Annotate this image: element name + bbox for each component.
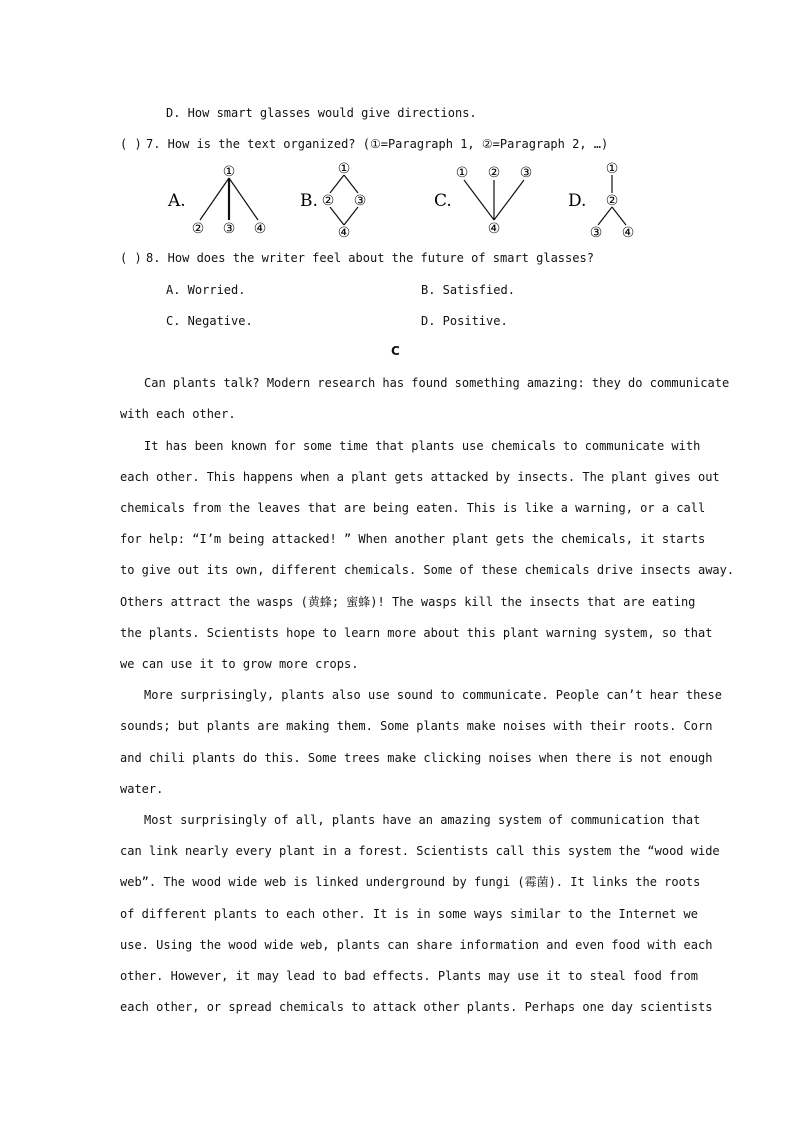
q7-a-node-1: ① [222, 164, 236, 180]
passage-line: sounds; but plants are making them. Some plants make noises with their roots. Corn [120, 719, 713, 733]
passage-line: use. Using the wood wide web, plants can share information and even food with each [120, 938, 713, 952]
q7-b-node-1: ① [337, 161, 351, 177]
q7-option-a-diagram[interactable] [166, 160, 276, 240]
q8-option-c[interactable]: C. Negative. [166, 314, 253, 328]
passage-line: Others attract the wasps (黄蜂; 蜜蜂)! The wasps kill the insects that are eating [120, 595, 696, 609]
q7-stem: 7. How is the text organized? (①=Paragraph 1, ②=Paragraph 2, …) [146, 137, 609, 151]
q7-c-node-2: ② [487, 165, 501, 181]
q7-a-node-2: ② [191, 221, 205, 237]
passage-line: More surprisingly, plants also use sound to communicate. People can’t hear these [144, 688, 722, 702]
q7-option-b-diagram[interactable] [298, 155, 388, 245]
passage-line: water. [120, 782, 164, 796]
passage-line: other. However, it may lead to bad effects. Plants may use it to steal food from [120, 969, 698, 983]
passage-line: for help: “I’m being attacked! ” When another plant gets the chemicals, it starts [120, 532, 706, 546]
q7-d-node-2: ② [605, 193, 619, 209]
q7-a-node-4: ④ [253, 221, 267, 237]
q7-option-d-diagram[interactable] [566, 155, 646, 245]
q7-option-d-label: D. [568, 191, 587, 211]
passage-line: can link nearly every plant in a forest. Scientists call this system the “wood wide [120, 844, 720, 858]
q7-d-node-3: ③ [589, 225, 603, 241]
q7-d-node-4: ④ [621, 225, 635, 241]
q7-option-b-label: B. [300, 191, 318, 211]
passage-line: the plants. Scientists hope to learn more about this plant warning system, so that [120, 626, 713, 640]
passage-line: Can plants talk? Modern research has found something amazing: they do communicate [144, 376, 730, 390]
q8-stem: 8. How does the writer feel about the future of smart glasses? [146, 251, 594, 265]
q7-b-node-2: ② [321, 193, 335, 209]
passage-line: we can use it to grow more crops. [120, 657, 359, 671]
passage-line: Most surprisingly of all, plants have an amazing system of communication that [144, 813, 701, 827]
q7-b-node-3: ③ [353, 193, 367, 209]
passage-line: each other, or spread chemicals to attack other plants. Perhaps one day scientists [120, 1000, 713, 1014]
q7-answer-blank[interactable]: ( ) [120, 137, 142, 151]
q7-c-node-1: ① [455, 165, 469, 181]
q7-a-node-3: ③ [222, 221, 236, 237]
q7-option-c-label: C. [434, 191, 452, 211]
q7-option-a-label: A. [168, 191, 186, 211]
passage-line: each other. This happens when a plant gets attacked by insects. The plant gives out [120, 470, 720, 484]
passage-line: web”. The wood wide web is linked underground by fungi (霉菌). It links the roots [120, 875, 701, 889]
passage-line: with each other. [120, 407, 236, 421]
q7-b-node-4: ④ [337, 225, 351, 241]
q8-option-b[interactable]: B. Satisfied. [421, 283, 515, 297]
q8-option-d[interactable]: D. Positive. [421, 314, 508, 328]
q6-option-d: D. How smart glasses would give directions. [166, 106, 477, 120]
q7-option-c-diagram[interactable] [432, 160, 542, 240]
passage-line: chemicals from the leaves that are being eaten. This is like a warning, or a call [120, 501, 706, 515]
q7-c-node-3: ③ [519, 165, 533, 181]
passage-line: and chili plants do this. Some trees make clicking noises when there is not enough [120, 751, 713, 765]
q8-answer-blank[interactable]: ( ) [120, 251, 142, 265]
q7-c-node-4: ④ [487, 221, 501, 237]
q7-d-node-1: ① [605, 161, 619, 177]
passage-line: to give out its own, different chemicals. Some of these chemicals drive insects away. [120, 563, 735, 577]
q8-option-a[interactable]: A. Worried. [166, 283, 246, 297]
passage-line: It has been known for some time that plants use chemicals to communicate with [144, 439, 701, 453]
passage-line: of different plants to each other. It is in some ways similar to the Internet we [120, 907, 698, 921]
section-title: C [391, 344, 400, 358]
